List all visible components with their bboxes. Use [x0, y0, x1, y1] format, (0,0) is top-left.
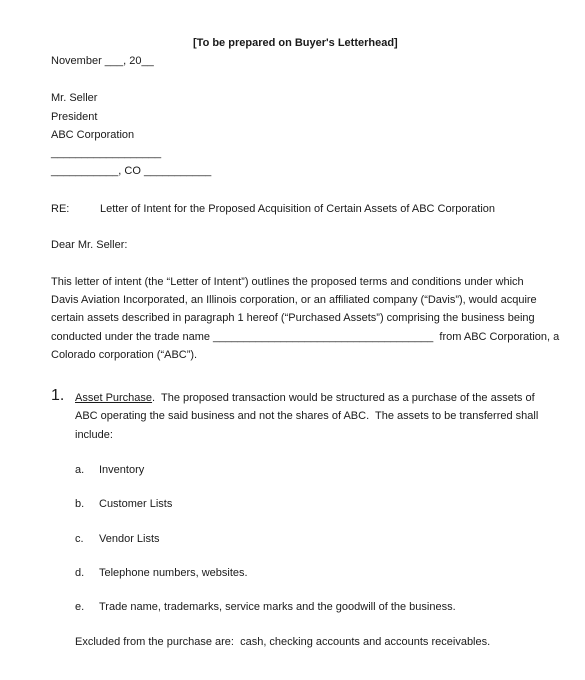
list-item: Customer Lists — [99, 498, 173, 510]
recipient-city-line: ___________, CO ___________ — [51, 165, 212, 177]
salutation: Dear Mr. Seller: — [51, 239, 128, 251]
recipient-company: ABC Corporation — [51, 129, 135, 141]
list-item: Vendor Lists — [99, 533, 160, 545]
section-1-first-line — [75, 391, 535, 405]
section-1-text: ABC operating the said business and not the shares of ABC. The assets to be transferred shall — [75, 410, 539, 422]
list-item-label: e. — [75, 601, 85, 613]
section-heading: Asset Purchase — [75, 392, 153, 404]
re-subject: Letter of Intent for the Proposed Acquisition of Certain Assets of ABC Corporation — [100, 203, 496, 215]
list-item: Inventory — [99, 464, 145, 476]
re-label: RE: — [51, 203, 70, 215]
intro-line: Davis Aviation Incorporated, an Illinois corporation, or an affiliated company (“Davis”), would acquire — [51, 294, 537, 306]
recipient-name: Mr. Seller — [51, 92, 98, 104]
letterhead-note: [To be prepared on Buyer's Letterhead] — [193, 37, 398, 49]
recipient-title: President — [51, 111, 98, 123]
section-1-text: include: — [75, 429, 113, 441]
intro-line: Colorado corporation (“ABC”). — [51, 349, 198, 361]
intro-line: This letter of intent (the “Letter of Intent”) outlines the proposed terms and conditions under which — [51, 276, 524, 288]
excluded-note: Excluded from the purchase are: cash, checking accounts and accounts receivables. — [75, 636, 491, 648]
list-item: Trade name, trademarks, service marks and the goodwill of the business. — [99, 601, 456, 613]
list-item-label: a. — [75, 464, 85, 476]
recipient-address-blank: __________________ — [51, 147, 162, 159]
list-item: Telephone numbers, websites. — [99, 567, 248, 579]
section-number: 1. — [51, 387, 65, 404]
intro-line: conducted under the trade name ____________________________________ from ABC Corporation, a — [51, 331, 560, 343]
date-line: November ___, 20__ — [51, 55, 154, 67]
intro-line: certain assets described in paragraph 1 hereof (“Purchased Assets”) comprising the business being — [51, 312, 535, 324]
list-item-label: d. — [75, 567, 85, 579]
section-1-text: . The proposed transaction would be structured as a purchase of the assets of — [152, 392, 535, 404]
list-item-label: b. — [75, 498, 85, 510]
list-item-label: c. — [75, 533, 84, 545]
